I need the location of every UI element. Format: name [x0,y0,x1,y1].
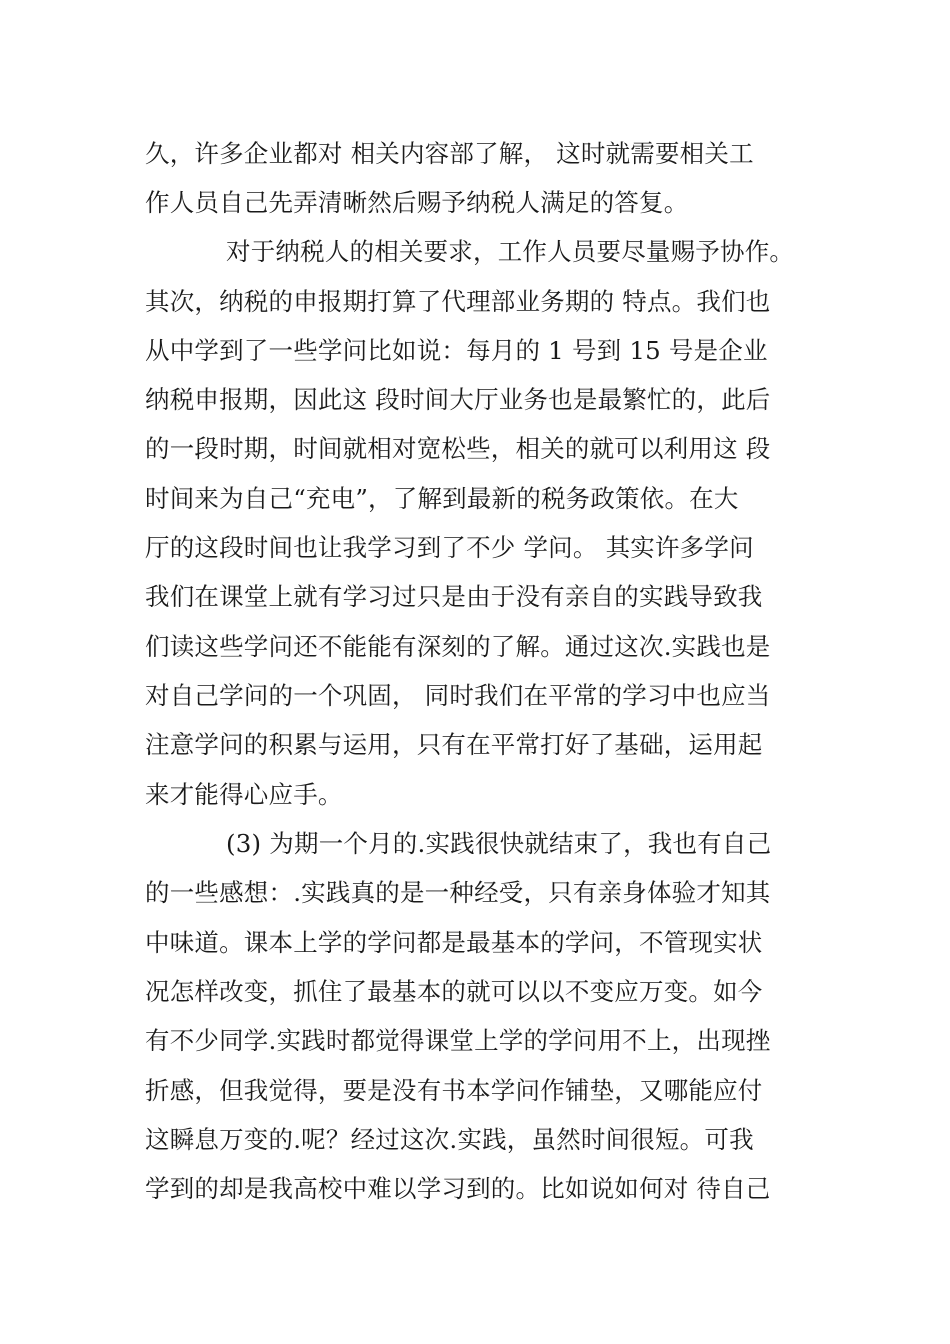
paragraph-start-line: (3) 为期一个月的.实践很快就结束了，我也有自己 [226,829,772,858]
text-line: 有不少同学.实践时都觉得课堂上学的学问用不上，出现挫 [145,1026,771,1055]
text-line: 折感，但我觉得，要是没有书本学问作铺垫，又哪能应付 [145,1076,763,1105]
text-line: 我们在课堂上就有学习过只是由于没有亲自的实践导致我 [145,582,763,611]
text-line: 久，许多企业都对 相关内容部了解， 这时就需要相关工 [145,139,754,168]
text-line: 厅的这段时间也让我学习到了不少 学问。 其实许多学问 [145,533,754,562]
text-line: 的一些感想：.实践真的是一种经受，只有亲身体验才知其 [145,878,771,907]
text-line: 们读这些学问还不能能有深刻的了解。通过这次.实践也是 [145,632,771,661]
text-line: 时间来为自己“充电”，了解到最新的税务政策依。在大 [145,484,739,513]
text-line: 况怎样改变，抓住了最基本的就可以以不变应万变。如今 [145,977,763,1006]
text-line: 注意学问的积累与运用，只有在平常打好了基础，运用起 [145,730,763,759]
text-line: 纳税申报期，因此这 段时间大厅业务也是最繁忙的，此后 [145,385,771,414]
paragraph-start-line: 对于纳税人的相关要求，工作人员要尽量赐予协作。 [226,237,795,266]
text-line: 中味道。课本上学的学问都是最基本的学问，不管现实状 [145,928,763,957]
text-line: 从中学到了一些学问比如说：每月的 1 号到 15 号是企业 [145,336,768,365]
text-line: 学到的却是我高校中难以学习到的。比如说如何对 待自己 [145,1174,771,1203]
text-line: 来才能得心应手。 [145,780,343,809]
text-line: 其次，纳税的申报期打算了代理部业务期的 特点。我们也 [145,287,771,316]
text-line: 的一段时期，时间就相对宽松些，相关的就可以利用这 段 [145,434,771,463]
text-line: 这瞬息万变的.呢？经过这次.实践，虽然时间很短。可我 [145,1125,754,1154]
text-line: 对自己学问的一个巩固， 同时我们在平常的学习中也应当 [145,681,771,710]
text-line: 作人员自己先弄清晰然后赐予纳税人满足的答复。 [145,188,689,217]
